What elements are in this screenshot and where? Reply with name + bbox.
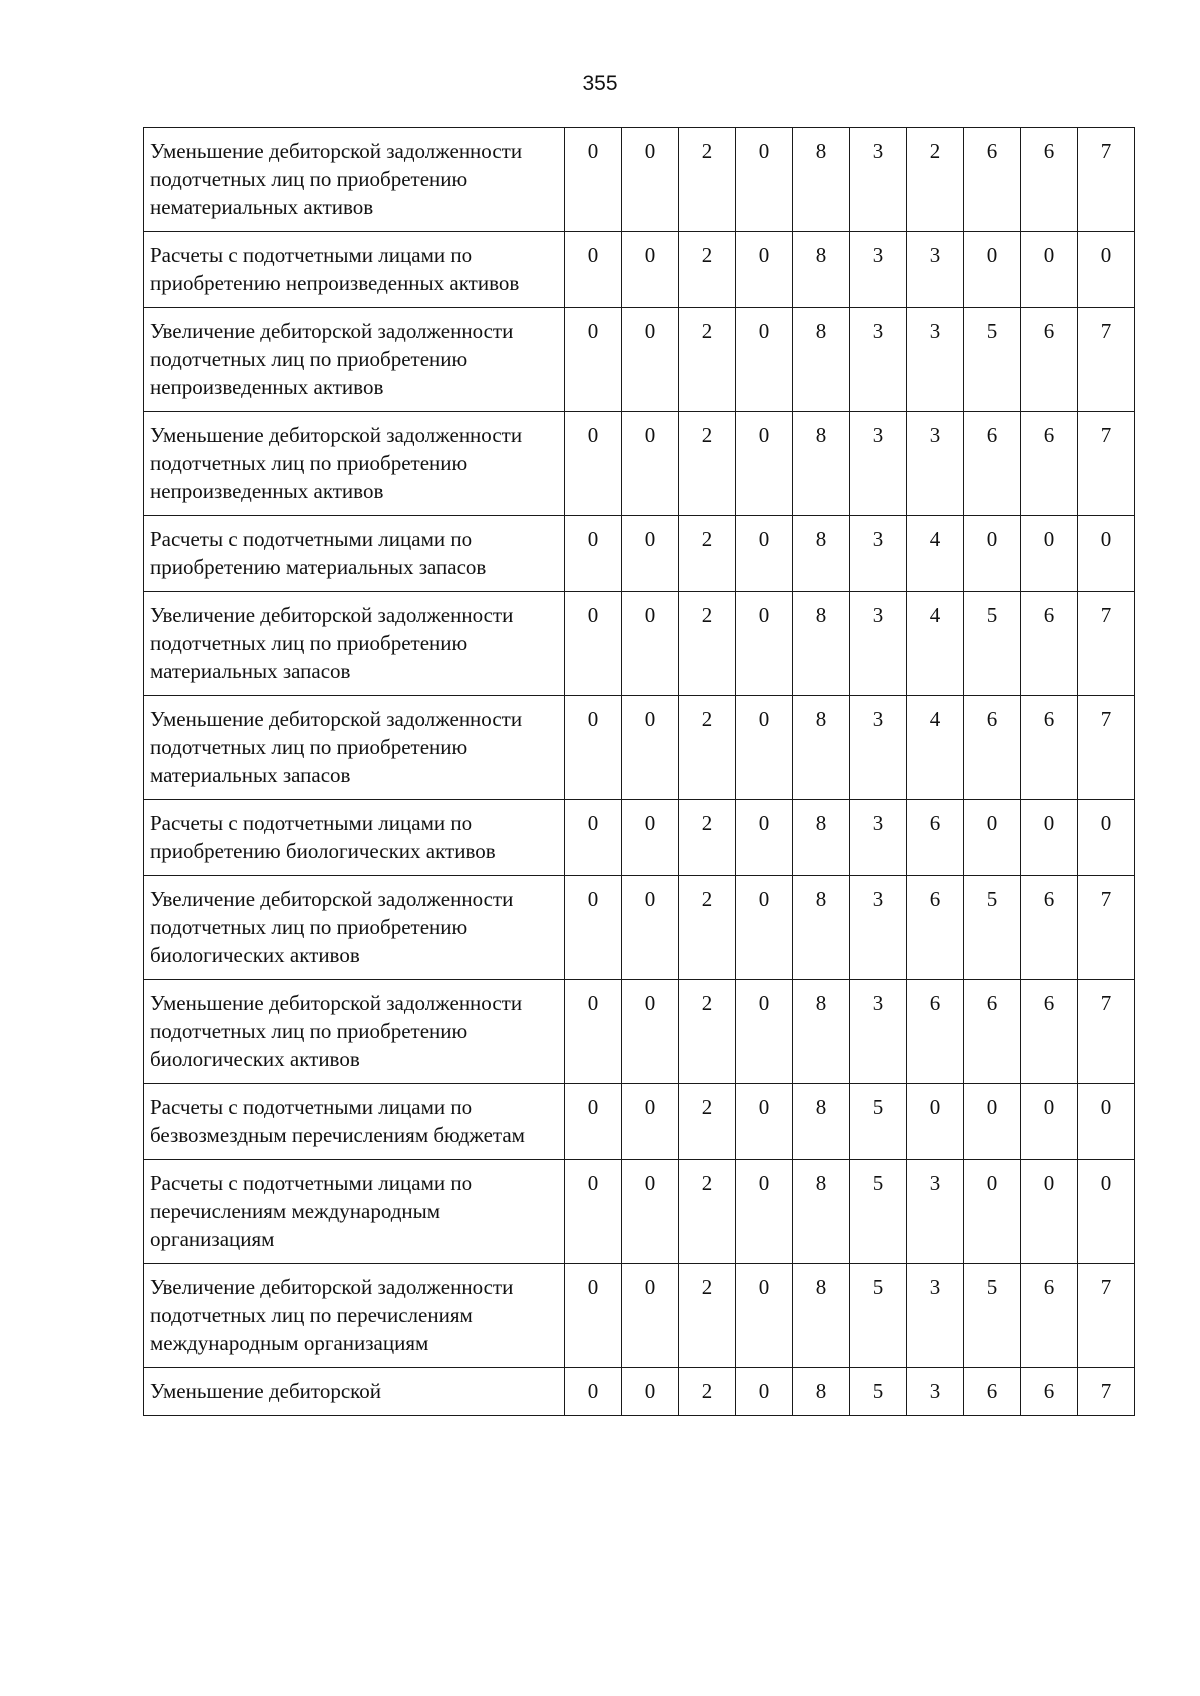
code-digit-2: 0 (622, 800, 679, 876)
code-digit-6: 3 (850, 232, 907, 308)
code-digit-8: 6 (964, 128, 1021, 232)
accounts-table-body (144, 128, 1135, 1416)
code-digit-10: 7 (1078, 1368, 1135, 1416)
accounts-table (143, 127, 1135, 1416)
code-digit-1: 0 (565, 516, 622, 592)
code-digit-6: 5 (850, 1368, 907, 1416)
page-number: 355 (582, 72, 618, 95)
code-digit-6: 3 (850, 412, 907, 516)
code-digit-3: 2 (679, 1368, 736, 1416)
code-digit-9: 6 (1021, 696, 1078, 800)
table-row (144, 1084, 1135, 1160)
code-digit-10: 0 (1078, 232, 1135, 308)
account-description: Увеличение дебиторской задолженности подотчетных лиц по приобретению биологических активов (144, 876, 565, 980)
code-digit-6: 3 (850, 308, 907, 412)
code-digit-6: 5 (850, 1264, 907, 1368)
table-row (144, 128, 1135, 232)
code-digit-7: 2 (907, 128, 964, 232)
code-digit-7: 3 (907, 232, 964, 308)
code-digit-2: 0 (622, 592, 679, 696)
code-digit-3: 2 (679, 308, 736, 412)
code-digit-9: 0 (1021, 516, 1078, 592)
table-row (144, 232, 1135, 308)
code-digit-7: 3 (907, 1160, 964, 1264)
code-digit-2: 0 (622, 876, 679, 980)
code-digit-8: 5 (964, 876, 1021, 980)
table-row (144, 800, 1135, 876)
code-digit-7: 3 (907, 412, 964, 516)
table-row (144, 1368, 1135, 1416)
code-digit-6: 3 (850, 876, 907, 980)
code-digit-10: 7 (1078, 412, 1135, 516)
code-digit-1: 0 (565, 412, 622, 516)
code-digit-2: 0 (622, 516, 679, 592)
code-digit-1: 0 (565, 800, 622, 876)
table-row (144, 980, 1135, 1084)
code-digit-10: 0 (1078, 1084, 1135, 1160)
table-row (144, 516, 1135, 592)
code-digit-1: 0 (565, 308, 622, 412)
code-digit-9: 0 (1021, 1084, 1078, 1160)
code-digit-10: 7 (1078, 308, 1135, 412)
code-digit-8: 6 (964, 696, 1021, 800)
code-digit-5: 8 (793, 516, 850, 592)
code-digit-4: 0 (736, 1264, 793, 1368)
code-digit-3: 2 (679, 1084, 736, 1160)
code-digit-8: 5 (964, 592, 1021, 696)
code-digit-10: 7 (1078, 696, 1135, 800)
code-digit-1: 0 (565, 1084, 622, 1160)
code-digit-7: 4 (907, 516, 964, 592)
account-description: Уменьшение дебиторской задолженности подотчетных лиц по приобретению непроизведенных активов (144, 412, 565, 516)
code-digit-10: 7 (1078, 980, 1135, 1084)
code-digit-4: 0 (736, 696, 793, 800)
code-digit-5: 8 (793, 128, 850, 232)
code-digit-7: 6 (907, 980, 964, 1084)
code-digit-9: 0 (1021, 232, 1078, 308)
code-digit-4: 0 (736, 592, 793, 696)
table-row (144, 412, 1135, 516)
code-digit-6: 5 (850, 1160, 907, 1264)
code-digit-5: 8 (793, 1264, 850, 1368)
account-description: Расчеты с подотчетными лицами по безвозмездным перечислениям бюджетам (144, 1084, 565, 1160)
code-digit-6: 5 (850, 1084, 907, 1160)
code-digit-3: 2 (679, 1264, 736, 1368)
account-description: Расчеты с подотчетными лицами по приобретению биологических активов (144, 800, 565, 876)
code-digit-5: 8 (793, 800, 850, 876)
code-digit-4: 0 (736, 980, 793, 1084)
code-digit-8: 6 (964, 980, 1021, 1084)
code-digit-8: 5 (964, 308, 1021, 412)
account-description: Уменьшение дебиторской (144, 1368, 565, 1416)
code-digit-3: 2 (679, 412, 736, 516)
code-digit-3: 2 (679, 876, 736, 980)
code-digit-1: 0 (565, 1368, 622, 1416)
code-digit-9: 0 (1021, 800, 1078, 876)
code-digit-8: 6 (964, 412, 1021, 516)
code-digit-4: 0 (736, 876, 793, 980)
code-digit-5: 8 (793, 412, 850, 516)
code-digit-10: 7 (1078, 1264, 1135, 1368)
table-row (144, 592, 1135, 696)
code-digit-2: 0 (622, 1160, 679, 1264)
code-digit-3: 2 (679, 980, 736, 1084)
code-digit-8: 6 (964, 1368, 1021, 1416)
code-digit-6: 3 (850, 800, 907, 876)
code-digit-9: 6 (1021, 1368, 1078, 1416)
code-digit-2: 0 (622, 980, 679, 1084)
code-digit-10: 0 (1078, 800, 1135, 876)
code-digit-1: 0 (565, 980, 622, 1084)
code-digit-9: 6 (1021, 592, 1078, 696)
code-digit-1: 0 (565, 232, 622, 308)
code-digit-4: 0 (736, 1160, 793, 1264)
code-digit-2: 0 (622, 128, 679, 232)
account-description: Расчеты с подотчетными лицами по приобретению непроизведенных активов (144, 232, 565, 308)
code-digit-7: 3 (907, 308, 964, 412)
code-digit-2: 0 (622, 1264, 679, 1368)
code-digit-9: 6 (1021, 1264, 1078, 1368)
code-digit-3: 2 (679, 128, 736, 232)
code-digit-5: 8 (793, 592, 850, 696)
code-digit-6: 3 (850, 516, 907, 592)
code-digit-2: 0 (622, 412, 679, 516)
code-digit-8: 0 (964, 800, 1021, 876)
code-digit-3: 2 (679, 1160, 736, 1264)
code-digit-3: 2 (679, 232, 736, 308)
code-digit-1: 0 (565, 592, 622, 696)
account-description: Уменьшение дебиторской задолженности подотчетных лиц по приобретению материальных запасов (144, 696, 565, 800)
account-description: Уменьшение дебиторской задолженности подотчетных лиц по приобретению нематериальных активов (144, 128, 565, 232)
code-digit-7: 3 (907, 1264, 964, 1368)
code-digit-5: 8 (793, 1160, 850, 1264)
code-digit-10: 7 (1078, 592, 1135, 696)
code-digit-7: 6 (907, 800, 964, 876)
code-digit-2: 0 (622, 696, 679, 800)
table-row (144, 1160, 1135, 1264)
code-digit-4: 0 (736, 1368, 793, 1416)
account-description: Расчеты с подотчетными лицами по приобретению материальных запасов (144, 516, 565, 592)
code-digit-9: 6 (1021, 876, 1078, 980)
table-row (144, 876, 1135, 980)
code-digit-4: 0 (736, 1084, 793, 1160)
code-digit-9: 0 (1021, 1160, 1078, 1264)
code-digit-10: 7 (1078, 876, 1135, 980)
code-digit-9: 6 (1021, 412, 1078, 516)
code-digit-7: 4 (907, 696, 964, 800)
code-digit-1: 0 (565, 1264, 622, 1368)
code-digit-6: 3 (850, 128, 907, 232)
code-digit-5: 8 (793, 232, 850, 308)
code-digit-8: 0 (964, 232, 1021, 308)
account-description: Увеличение дебиторской задолженности подотчетных лиц по приобретению материальных запасов (144, 592, 565, 696)
code-digit-2: 0 (622, 1084, 679, 1160)
code-digit-4: 0 (736, 412, 793, 516)
table-row (144, 696, 1135, 800)
code-digit-2: 0 (622, 1368, 679, 1416)
code-digit-7: 0 (907, 1084, 964, 1160)
code-digit-4: 0 (736, 516, 793, 592)
account-description: Уменьшение дебиторской задолженности подотчетных лиц по приобретению биологических активов (144, 980, 565, 1084)
code-digit-7: 3 (907, 1368, 964, 1416)
account-description: Расчеты с подотчетными лицами по перечислениям международным организациям (144, 1160, 565, 1264)
code-digit-1: 0 (565, 876, 622, 980)
code-digit-3: 2 (679, 592, 736, 696)
code-digit-10: 0 (1078, 516, 1135, 592)
code-digit-5: 8 (793, 1084, 850, 1160)
code-digit-1: 0 (565, 128, 622, 232)
code-digit-9: 6 (1021, 308, 1078, 412)
code-digit-5: 8 (793, 876, 850, 980)
code-digit-9: 6 (1021, 980, 1078, 1084)
code-digit-6: 3 (850, 696, 907, 800)
code-digit-5: 8 (793, 308, 850, 412)
code-digit-6: 3 (850, 980, 907, 1084)
code-digit-8: 0 (964, 516, 1021, 592)
code-digit-4: 0 (736, 800, 793, 876)
code-digit-8: 5 (964, 1264, 1021, 1368)
code-digit-3: 2 (679, 516, 736, 592)
code-digit-3: 2 (679, 800, 736, 876)
code-digit-8: 0 (964, 1160, 1021, 1264)
code-digit-4: 0 (736, 308, 793, 412)
table-row (144, 308, 1135, 412)
table-row (144, 1264, 1135, 1368)
code-digit-2: 0 (622, 308, 679, 412)
code-digit-10: 7 (1078, 128, 1135, 232)
code-digit-5: 8 (793, 980, 850, 1084)
code-digit-10: 0 (1078, 1160, 1135, 1264)
code-digit-7: 6 (907, 876, 964, 980)
code-digit-5: 8 (793, 696, 850, 800)
account-description: Увеличение дебиторской задолженности подотчетных лиц по приобретению непроизведенных активов (144, 308, 565, 412)
code-digit-9: 6 (1021, 128, 1078, 232)
account-description: Увеличение дебиторской задолженности подотчетных лиц по перечислениям международным организациям (144, 1264, 565, 1368)
code-digit-2: 0 (622, 232, 679, 308)
code-digit-4: 0 (736, 232, 793, 308)
code-digit-6: 3 (850, 592, 907, 696)
code-digit-1: 0 (565, 696, 622, 800)
code-digit-1: 0 (565, 1160, 622, 1264)
code-digit-7: 4 (907, 592, 964, 696)
code-digit-3: 2 (679, 696, 736, 800)
code-digit-5: 8 (793, 1368, 850, 1416)
code-digit-8: 0 (964, 1084, 1021, 1160)
code-digit-4: 0 (736, 128, 793, 232)
